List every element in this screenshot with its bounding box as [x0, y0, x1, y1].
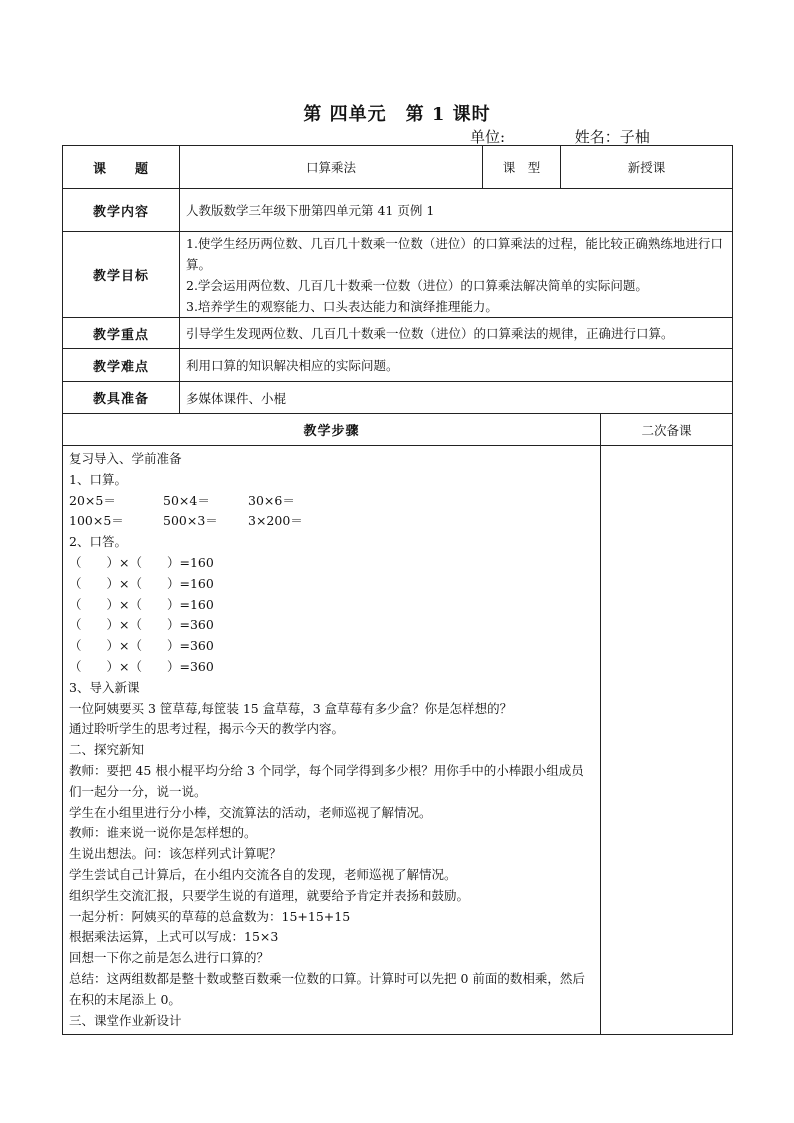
summary-text: 总结：这两组数都是整十数或整百数乘一位数的口算。计算时可以先把 0 前面的数相乘，然后在积的末尾添上 0。: [69, 970, 585, 1007]
steps-header-row: [63, 414, 733, 446]
explore-text: 学生尝试自己计算后，在小组内交流各自的发现，老师巡视了解情况。: [69, 866, 457, 882]
calc-item: 100×5＝: [69, 513, 124, 529]
lesson-plan-table: [62, 145, 733, 1035]
blank-factors: （ ）×（ ）: [69, 575, 180, 591]
goal-item: 1.使学生经历两位数、几百几十数乘一位数（进位）的口算乘法的过程，能比较正确熟练地进行口算。: [186, 235, 723, 272]
blank-answer: =160: [179, 575, 214, 591]
blank-factors: （ ）×（ ）: [69, 554, 180, 570]
content-value: 人教版数学三年级下册第四单元第 41 页例 1: [180, 189, 733, 232]
section-title: 三、课堂作业新设计: [69, 1012, 182, 1028]
explore-text: 回想一下你之前是怎么进行口算的？: [69, 950, 270, 966]
subsection-title: 3、导入新课: [69, 679, 140, 695]
blank-equation: [69, 657, 594, 678]
goals-label: 教学目标: [63, 232, 180, 318]
notes-cell: [601, 446, 733, 1035]
explore-text: 教师：要把 45 根小棍平均分给 3 个同学，每个同学得到多少根？用你手中的小棒跟小组成员们一起分一分，说一说。: [69, 762, 584, 799]
type-value: 新授课: [561, 146, 733, 189]
explore-text: 教师：谁来说一说你是怎样想的。: [69, 825, 257, 841]
tools-value: 多媒体课件、小棍: [180, 382, 733, 414]
intro-text: 一位阿姨要买 3 筐草莓,每筐装 15 盒草莓，3 盒草莓有多少盒？你是怎样想的？: [69, 700, 513, 716]
steps-row: [63, 446, 733, 1035]
subsection-title: 1、口算。: [69, 471, 127, 487]
blank-answer: =160: [179, 596, 214, 612]
topic-value: 口算乘法: [180, 146, 483, 189]
section-title: 二、探究新知: [69, 742, 145, 758]
topic-row: [63, 146, 733, 189]
difficulty-value: 利用口算的知识解决相应的实际问题。: [180, 349, 733, 382]
blank-equation: [69, 574, 594, 595]
blank-factors: （ ）×（ ）: [69, 617, 180, 633]
blank-equation: [69, 595, 594, 616]
goals-row: [63, 232, 733, 318]
blank-equation: [69, 636, 594, 657]
unit-label: 单位:: [470, 128, 506, 146]
content-row: [63, 189, 733, 232]
name-label: 姓名：子柚: [574, 128, 650, 146]
blank-factors: （ ）×（ ）: [69, 596, 180, 612]
section-title: 复习导入、学前准备: [69, 451, 182, 466]
steps-cell: [63, 446, 601, 1035]
blank-answer: =360: [179, 617, 214, 633]
notes-label: 二次备课: [601, 414, 733, 446]
difficulty-label: 教学难点: [63, 349, 180, 382]
tools-row: [63, 382, 733, 414]
calc-item: 30×6＝: [248, 492, 295, 508]
type-label: 课 型: [483, 146, 561, 189]
steps-label: 教学步骤: [63, 414, 601, 446]
key-label: 教学重点: [63, 318, 180, 349]
calc-item: 500×3＝: [163, 513, 218, 529]
blank-equation: [69, 615, 594, 636]
calc-item: 50×4＝: [163, 492, 210, 508]
calc-row: [69, 491, 594, 512]
explore-text: 学生在小组里进行分小棒，交流算法的活动，老师巡视了解情况。: [69, 804, 432, 820]
goal-item: 2.学会运用两位数、几百几十数乘一位数（进位）的口算乘法解决简单的实际问题。: [186, 277, 648, 293]
key-row: [63, 318, 733, 349]
blank-answer: =360: [179, 638, 214, 654]
calc-item: 20×5＝: [69, 492, 116, 508]
explore-text: 根据乘法运算，上式可以写成：15×3: [69, 929, 279, 945]
topic-label: 课 题: [63, 146, 180, 189]
blank-equation: [69, 553, 594, 574]
calc-item: 3×200＝: [248, 513, 303, 529]
page-title: 第 四单元 第 1 课时: [303, 104, 491, 125]
goals-cell: [180, 232, 733, 318]
blank-factors: （ ）×（ ）: [69, 658, 180, 674]
blank-factors: （ ）×（ ）: [69, 638, 180, 654]
goal-item: 3.培养学生的观察能力、口头表达能力和演绎推理能力。: [186, 298, 498, 314]
content-label: 教学内容: [63, 189, 180, 232]
intro-text: 通过聆听学生的思考过程，揭示今天的教学内容。: [69, 721, 345, 737]
blank-answer: =160: [179, 554, 214, 570]
explore-text: 组织学生交流汇报，只要学生说的有道理，就要给予肯定并表扬和鼓励。: [69, 887, 470, 903]
tools-label: 教具准备: [63, 382, 180, 414]
calc-row: [69, 511, 594, 532]
key-value: 引导学生发现两位数、几百几十数乘一位数（进位）的口算乘法的规律，正确进行口算。: [180, 318, 733, 349]
blank-answer: =360: [179, 658, 214, 674]
subsection-title: 2、口答。: [69, 534, 127, 550]
explore-text: 生说出想法。问：该怎样列式计算呢？: [69, 846, 282, 862]
header-meta: [470, 126, 650, 147]
difficulty-row: [63, 349, 733, 382]
explore-text: 一起分析：阿姨买的草莓的总盒数为：15+15+15: [69, 908, 351, 924]
